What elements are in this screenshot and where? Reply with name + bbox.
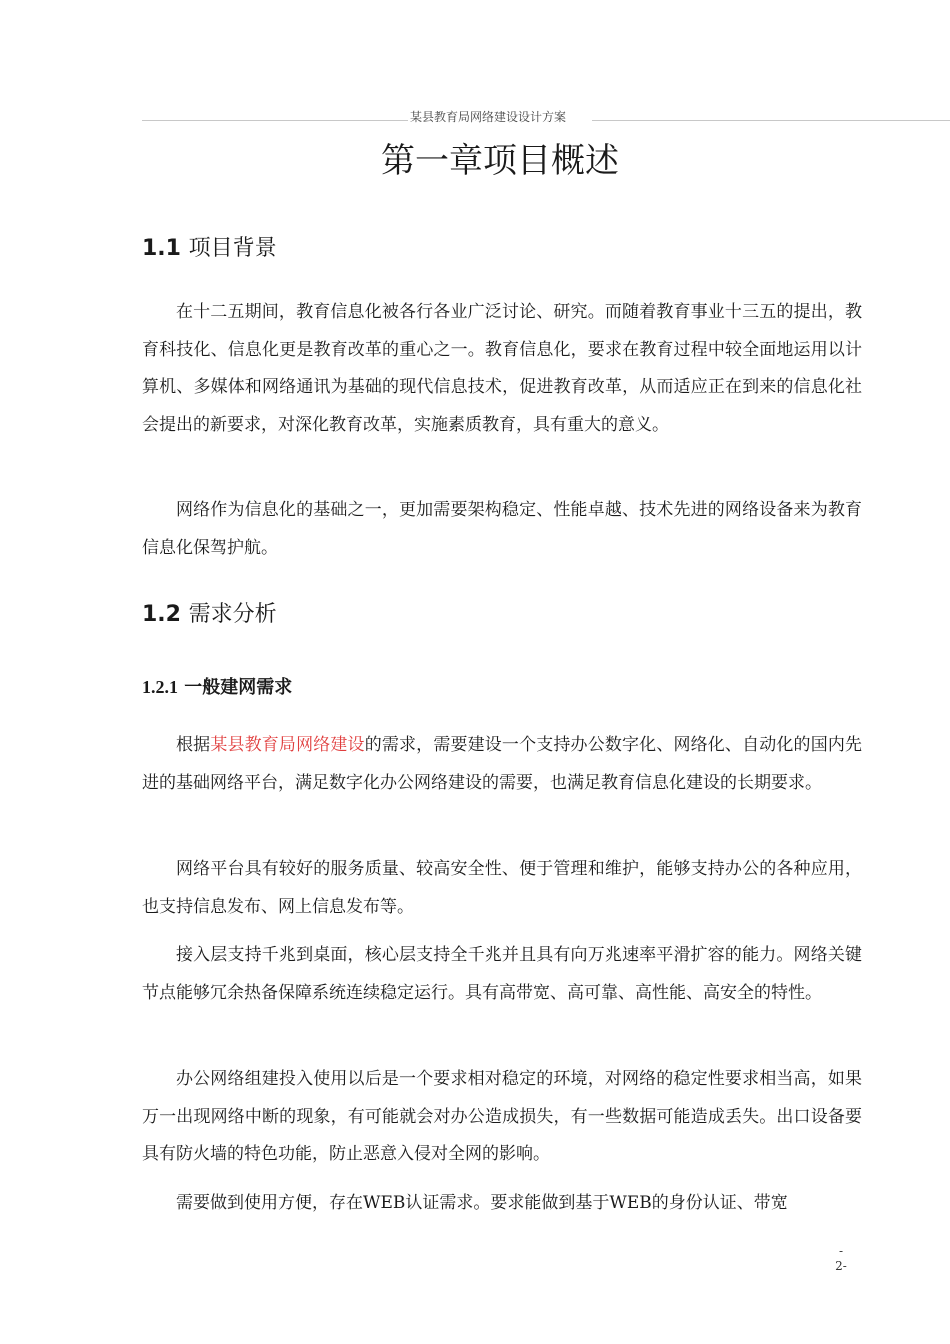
paragraph: 需要做到使用方便，存在WEB认证需求。要求能做到基于WEB的身份认证、带宽 (176, 1193, 788, 1213)
page-number (826, 1244, 856, 1274)
section-title: 需求分析 (188, 602, 277, 627)
chapter-title: 第一章项目概述 (381, 141, 619, 181)
section-heading-1-1 (142, 234, 277, 264)
paragraph-text: 根据 (176, 735, 211, 755)
running-header: 某县教育局网络建设设计方案 (408, 110, 592, 124)
page-number-dash: - (838, 1244, 844, 1258)
paragraph: 办公网络组建投入使用以后是一个要求相对稳定的环境，对网络的稳定性要求相当高，如果万一出现网络中断的现象，有可能就会对办公造成损失，有一些数据可能造成丢失。出口设备要具有防火墙的特色功能，防止恶意入侵对全网的影响。 (142, 1069, 862, 1164)
subsection-heading-1-2-1 (142, 674, 292, 701)
paragraph (142, 727, 862, 802)
paragraph-text: 的需求，需要建设一个支持办公数字化、网络化、自动化的国内先进的基础网络平台，满足数字化办公网络建设的需要，也满足教育信息化建设的长期要求。 (142, 735, 863, 793)
section-title: 项目背景 (188, 236, 277, 261)
subsection-number: 1.2.1 (142, 677, 178, 697)
paragraph: 网络平台具有较好的服务质量、较高安全性、便于管理和维护，能够支持办公的各种应用，也支持信息发布、网上信息发布等。 (142, 859, 862, 917)
highlighted-project-name: 某县教育局网络建设 (210, 735, 365, 755)
page-number-label: 2- (835, 1259, 847, 1273)
section-number: 1.1 (142, 236, 181, 261)
subsection-title: 一般建网需求 (184, 677, 293, 698)
paragraph: 接入层支持千兆到桌面，核心层支持全千兆并且具有向万兆速率平滑扩容的能力。网络关键节点能够冗余热备保障系统连续稳定运行。具有高带宽、高可靠、高性能、高安全的特性。 (142, 945, 862, 1003)
section-heading-1-2 (142, 600, 277, 630)
section-number: 1.2 (142, 602, 181, 627)
paragraph: 网络作为信息化的基础之一，更加需要架构稳定、性能卓越、技术先进的网络设备来为教育信息化保驾护航。 (142, 500, 862, 558)
paragraph: 在十二五期间，教育信息化被各行各业广泛讨论、研究。而随着教育事业十三五的提出，教育科技化、信息化更是教育改革的重心之一。教育信息化，要求在教育过程中较全面地运用以计算机、多媒体和网络通讯为基础的现代信息技术，促进教育改革，从而适应正在到来的信息化社会提出的新要求，对深化教育改革，实施素质教育，具有重大的意义。 (142, 302, 862, 435)
